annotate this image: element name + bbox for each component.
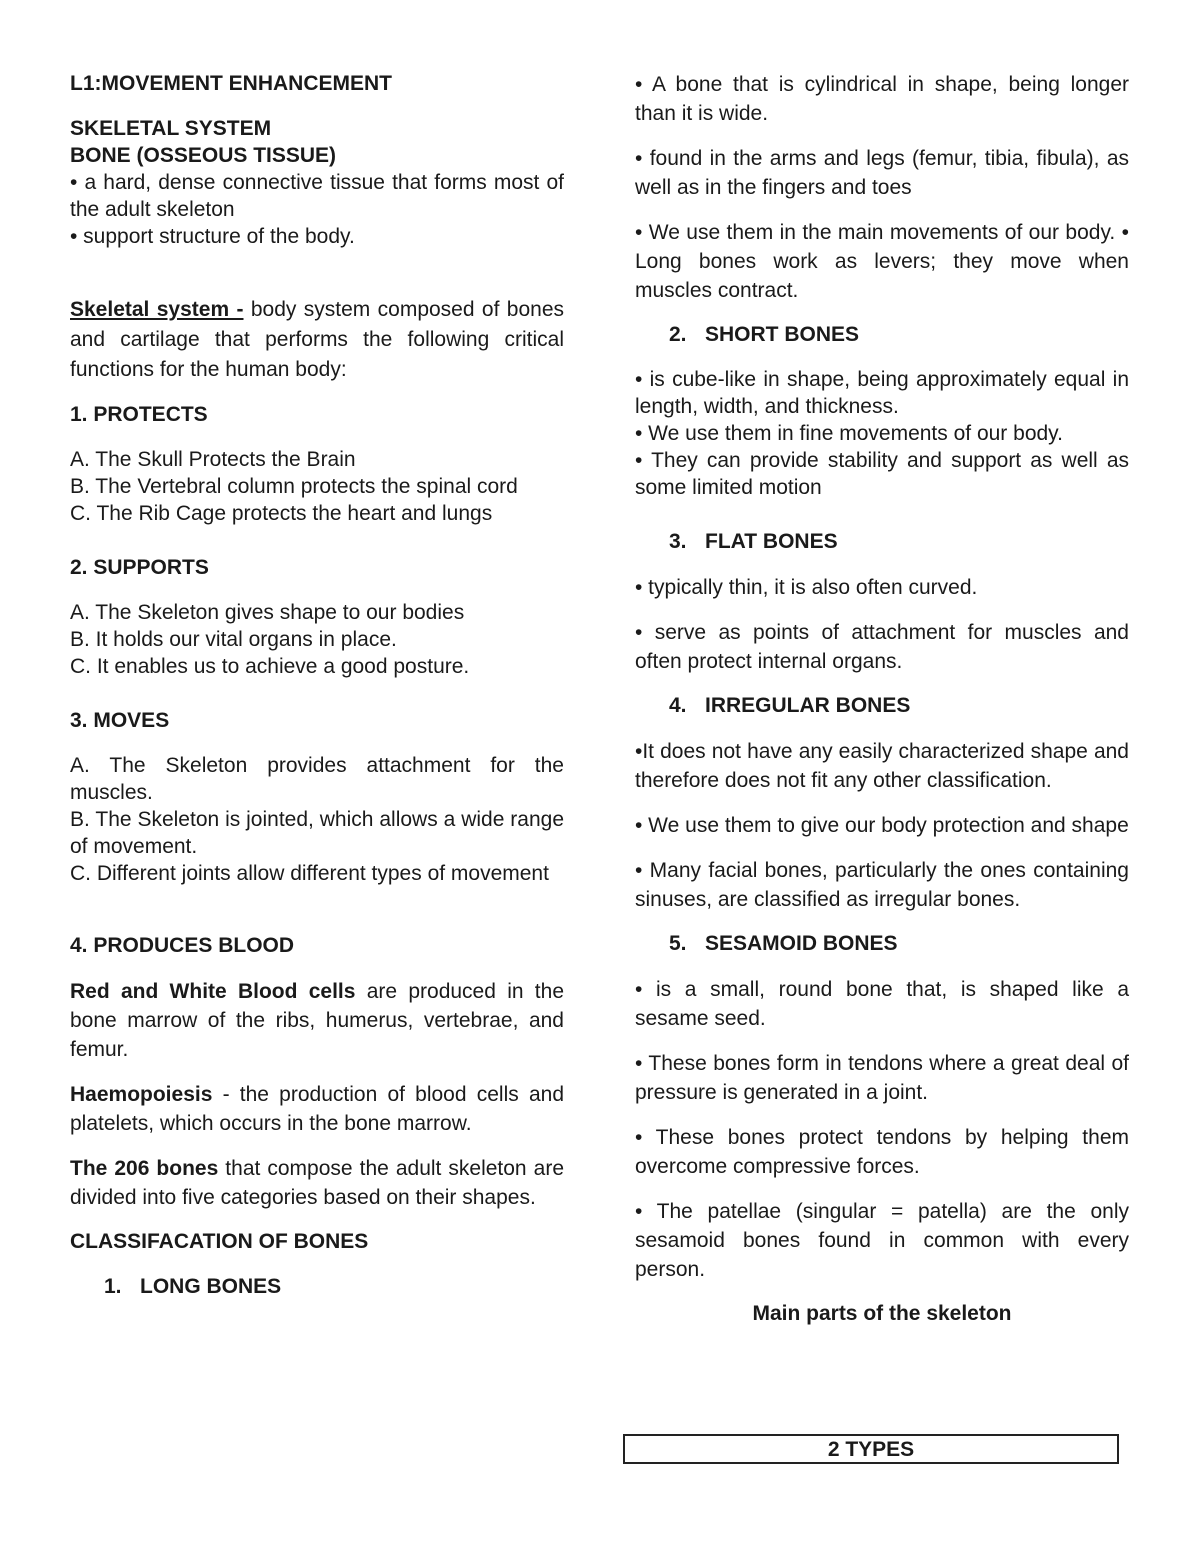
bone-bullet-2: • support structure of the body. — [70, 225, 355, 248]
long-bones-label: LONG BONES — [140, 1275, 282, 1298]
irregular-bones-heading — [635, 692, 1129, 719]
haemopoiesis-term: Haemopoiesis — [70, 1083, 213, 1106]
flat-bones-number: 3. — [669, 530, 687, 553]
left-column — [70, 70, 564, 1300]
sesamoid-bones-bullet-1: • is a small, round bone that, is shaped like a sesame seed. — [635, 978, 1129, 1030]
sesamoid-bones-bullet-4: • The patellae (singular = patella) are the only sesamoid bones found in common with every person. — [635, 1200, 1129, 1281]
bone-bullet-1: • a hard, dense connective tissue that forms most of the adult skeleton — [70, 171, 564, 221]
sesamoid-bones-bullet-3: • These bones protect tendons by helping them overcome compressive forces. — [635, 1126, 1129, 1178]
flat-bones-heading — [635, 528, 1129, 555]
function-1-item-b: B. The Vertebral column protects the spinal cord — [70, 475, 518, 498]
flat-bones-bullet-1: • typically thin, it is also often curved. — [635, 576, 978, 599]
function-3-item-a: A. The Skeleton provides attachment for the muscles. — [70, 754, 564, 804]
skeletal-system-definition — [70, 295, 564, 385]
206-bones-paragraph — [70, 1154, 564, 1212]
types-table-header: 2 TYPES — [623, 1434, 1119, 1464]
function-1-item-c: C. The Rib Cage protects the heart and lungs — [70, 502, 493, 525]
function-3-item-c: C. Different joints allow different types of movement — [70, 862, 549, 885]
skeletal-system-heading: SKELETAL SYSTEM — [70, 117, 272, 140]
main-parts-heading: Main parts of the skeleton — [752, 1302, 1012, 1325]
function-1-item-a: A. The Skull Protects the Brain — [70, 448, 356, 471]
irregular-bones-bullet-2: • We use them to give our body protection and shape — [635, 814, 1129, 837]
206-bones-def: that compose the adult skeleton are divided into five categories based on their shapes. — [70, 1157, 564, 1209]
sesamoid-bones-label: SESAMOID BONES — [705, 932, 898, 955]
irregular-bones-bullet-3: • Many facial bones, particularly the ones containing sinuses, are classified as irregular bones. — [635, 859, 1129, 911]
skeletal-system-def-text: body system composed of bones and cartilage that performs the following critical functions for the human body: — [70, 298, 564, 381]
short-bones-bullet-1: • is cube-like in shape, being approximately equal in length, width, and thickness. — [635, 368, 1129, 418]
function-4-heading: 4. PRODUCES BLOOD — [70, 934, 295, 957]
long-bones-bullet-2: • found in the arms and legs (femur, tibia, fibula), as well as in the fingers and toes — [635, 147, 1129, 199]
206-bones-term: The 206 bones — [70, 1157, 219, 1180]
short-bones-number: 2. — [669, 323, 687, 346]
short-bones-heading — [635, 321, 1129, 348]
classification-heading: CLASSIFACATION OF BONES — [70, 1230, 369, 1253]
function-2-item-b: B. It holds our vital organs in place. — [70, 628, 397, 651]
function-1-heading: 1. PROTECTS — [70, 403, 208, 426]
function-3-item-b: B. The Skeleton is jointed, which allows a wide range of movement. — [70, 808, 564, 858]
sesamoid-bones-number: 5. — [669, 932, 687, 955]
irregular-bones-number: 4. — [669, 694, 687, 717]
blood-cells-def: are produced in the bone marrow of the ribs, humerus, vertebrae, and femur. — [70, 980, 564, 1061]
short-bones-bullet-2: • We use them in fine movements of our body. — [635, 422, 1063, 445]
long-bones-bullet-1: • A bone that is cylindrical in shape, being longer than it is wide. — [635, 73, 1129, 125]
skeletal-system-term: Skeletal system - — [70, 298, 244, 321]
long-bones-number: 1. — [104, 1275, 122, 1298]
irregular-bones-bullet-1: •It does not have any easily characterized shape and therefore does not fit any other classification. — [635, 740, 1129, 792]
haemopoiesis-def: - the production of blood cells and platelets, which occurs in the bone marrow. — [70, 1083, 564, 1135]
long-bones-bullet-3: • We use them in the main movements of our body. • Long bones work as levers; they move when muscles contract. — [635, 221, 1129, 302]
document-title: L1:MOVEMENT ENHANCEMENT — [70, 72, 393, 95]
haemopoiesis-paragraph — [70, 1080, 564, 1138]
function-2-item-c: C. It enables us to achieve a good posture. — [70, 655, 470, 678]
function-2-item-a: A. The Skeleton gives shape to our bodies — [70, 601, 465, 624]
sesamoid-bones-bullet-2: • These bones form in tendons where a great deal of pressure is generated in a joint. — [635, 1052, 1129, 1104]
short-bones-bullet-3: • They can provide stability and support as well as some limited motion — [635, 449, 1129, 499]
short-bones-label: SHORT BONES — [705, 323, 860, 346]
right-column — [635, 70, 1129, 1327]
flat-bones-label: FLAT BONES — [705, 530, 838, 553]
blood-cells-paragraph — [70, 977, 564, 1064]
function-2-heading: 2. SUPPORTS — [70, 556, 209, 579]
irregular-bones-label: IRREGULAR BONES — [705, 694, 911, 717]
bone-heading: BONE (OSSEOUS TISSUE) — [70, 144, 337, 167]
blood-cells-term: Red and White Blood cells — [70, 980, 356, 1003]
function-3-heading: 3. MOVES — [70, 709, 170, 732]
long-bones-heading — [70, 1273, 564, 1300]
sesamoid-bones-heading — [635, 930, 1129, 957]
flat-bones-bullet-2: • serve as points of attachment for muscles and often protect internal organs. — [635, 621, 1129, 673]
